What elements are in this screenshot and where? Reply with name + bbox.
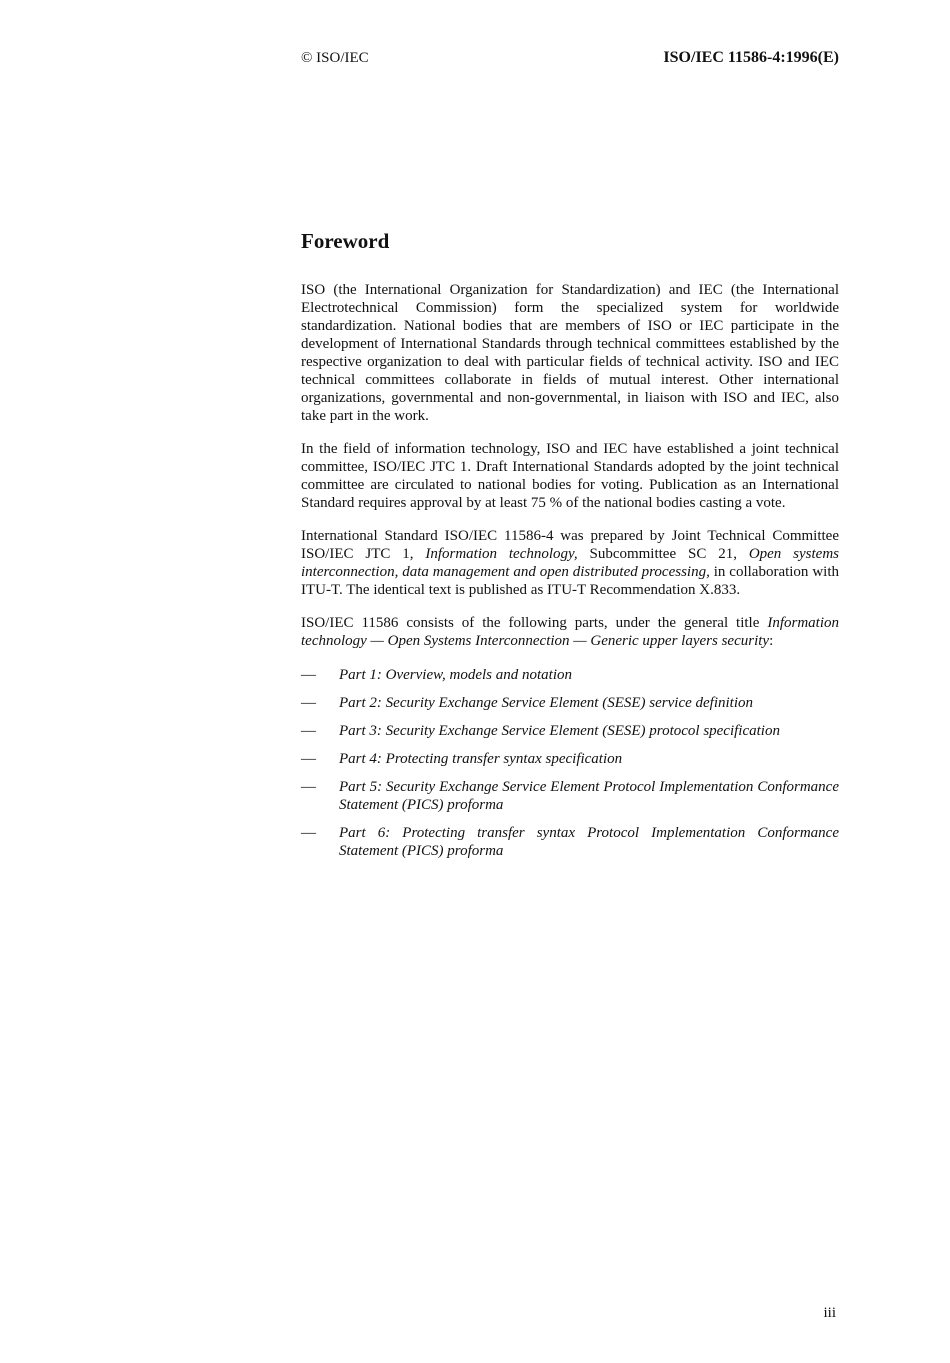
part-title: Part 6: Protecting transfer syntax Protocol Implementation Conformance Statement (PICS) proforma	[339, 825, 839, 859]
list-item	[301, 694, 839, 712]
header-copyright: © ISO/IEC	[301, 50, 369, 66]
text: Subcommittee SC 21,	[577, 546, 749, 562]
dash: —	[301, 825, 316, 841]
foreword-body	[301, 281, 839, 870]
paragraph-iso-iec-intro: ISO (the International Organization for Standardization) and IEC (the International Electrotechnical Commission) form the specialized system for worldwide standardization. National bodies that are members of ISO or IEC participate in the development of International Standards through technical committees established by the respective organization to deal with particular fields of technical activity. ISO and IEC technical committees collaborate in fields of mutual interest. Other international organizations, governmental and non-governmental, in liaison with ISO and IEC, also take part in the work.	[301, 282, 839, 424]
list-item	[301, 722, 839, 740]
list-item	[301, 778, 839, 814]
paragraph-parts-intro	[301, 614, 839, 650]
parts-list	[301, 666, 839, 860]
dash: —	[301, 695, 316, 711]
part-title: Part 5: Security Exchange Service Element Protocol Implementation Conformance Statement (PICS) proforma	[339, 779, 839, 813]
part-title: Part 2: Security Exchange Service Element (SESE) service definition	[339, 695, 754, 711]
dash: —	[301, 667, 316, 683]
part-title: Part 3: Security Exchange Service Element (SESE) protocol specification	[339, 723, 780, 739]
part-title: Part 1: Overview, models and notation	[339, 667, 573, 683]
list-item	[301, 750, 839, 768]
part-title: Part 4: Protecting transfer syntax specification	[339, 751, 623, 767]
general-title: Information technology — Open Systems Interconnection — Generic upper layers security	[301, 615, 839, 649]
text: in collaboration with ITU-T. The identical text is published as ITU-T Recommendation X.833.	[301, 564, 839, 598]
list-item	[301, 666, 839, 684]
page-number: iii	[823, 1305, 836, 1321]
page-title: Foreword	[301, 229, 390, 253]
dash: —	[301, 779, 316, 795]
list-item	[301, 824, 839, 860]
paragraph-prepared-by	[301, 527, 839, 599]
dash: —	[301, 723, 316, 739]
text: ISO/IEC 11586 consists of the following parts, under the general title	[301, 615, 768, 631]
committee-title: Information technology,	[425, 546, 578, 562]
text: International Standard ISO/IEC 11586-4 was prepared by Joint Technical Committee ISO/IEC JTC 1,	[301, 528, 839, 562]
subcommittee-title: Open systems interconnection, data management and open distributed processing,	[301, 546, 839, 580]
header-document-number: ISO/IEC 11586-4:1996(E)	[663, 49, 839, 66]
text: :	[769, 633, 774, 649]
dash: —	[301, 751, 316, 767]
paragraph-jtc1: In the field of information technology, ISO and IEC have established a joint technical committee, ISO/IEC JTC 1. Draft International Standards adopted by the joint technical committee are circulated to national bodies for voting. Publication as an International Standard requires approval by at least 75 % of the national bodies casting a vote.	[301, 441, 839, 511]
